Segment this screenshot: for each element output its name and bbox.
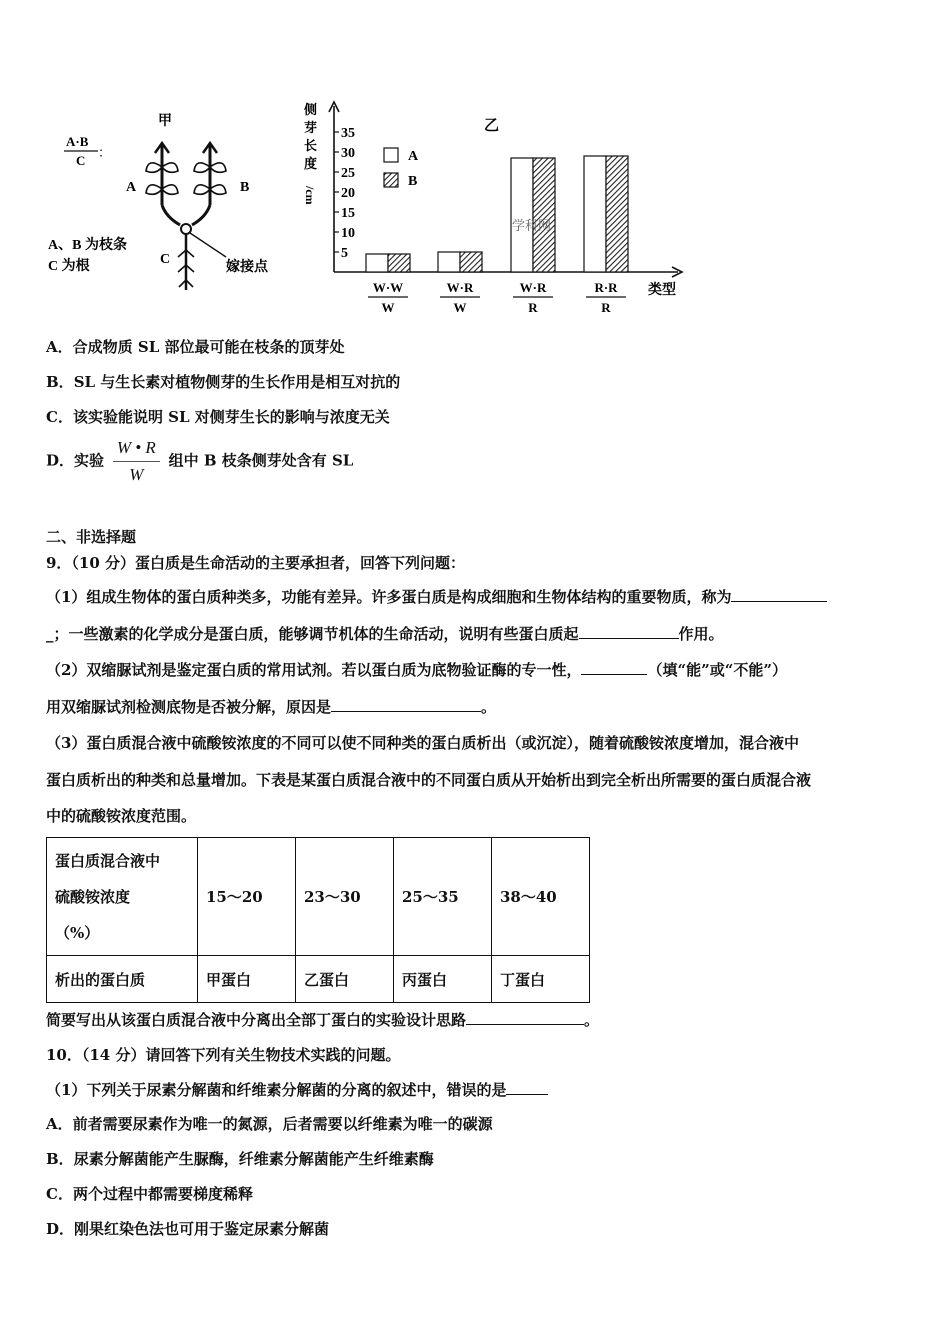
label-c: C (160, 252, 171, 267)
table-cell: 15～20 (198, 838, 296, 956)
option-text: 组中 B 枝条侧芽处含有 SL (168, 451, 354, 470)
ammonium-sulfate-table (46, 837, 590, 1003)
category-label-bottom: W (453, 300, 467, 315)
option-letter: C． (46, 408, 73, 426)
y-axis-label-char: 芽 (304, 120, 318, 135)
legend-label-a: A (408, 149, 419, 164)
fraction-w-r-over-w (113, 438, 160, 485)
y-axis-label-char: 长 (304, 138, 318, 153)
option-text: 实验 (74, 451, 105, 470)
option-text: 合成物质 SL 部位最可能在枝条的顶芽处 (72, 338, 345, 356)
branch-b (192, 143, 217, 225)
option-letter: B． (46, 1150, 74, 1168)
bar-b (606, 156, 628, 272)
header-line: （%） (55, 923, 100, 942)
label-b: B (240, 180, 250, 195)
category-label-bottom: R (601, 300, 611, 315)
watermark: 学科网 (512, 218, 552, 233)
option-text: 尿素分解菌能产生脲酶，纤维素分解菌能产生纤维素酶 (73, 1150, 434, 1168)
label-a: A (126, 180, 137, 195)
q9-part3-line3: 中的硫酸铵浓度范围。 (46, 807, 197, 825)
note-root: C 为根 (48, 259, 90, 274)
q9-text: （1）组成生物体的蛋白质种类多，功能有差异。许多蛋白质是构成细胞和生物体结构的重要物质，称为 (46, 588, 732, 606)
root-c (178, 234, 194, 290)
y-tick-label: 5 (341, 246, 348, 261)
y-axis-label (303, 102, 317, 205)
q8-option-a[interactable] (46, 337, 344, 357)
y-tick-label: 30 (341, 146, 355, 161)
figure-yi (300, 100, 700, 320)
option-letter: C． (46, 1185, 73, 1203)
y-axis-label-char: 度 (304, 156, 318, 171)
q8-option-b[interactable] (46, 372, 400, 392)
q9-text: _；一些激素的化学成分是蛋白质，能够调节机体的生命活动，说明有些蛋白质起 (46, 625, 579, 643)
q8-option-d[interactable] (46, 438, 353, 485)
q10-option-d[interactable] (46, 1219, 329, 1239)
table-cell: 甲蛋白 (198, 956, 296, 1003)
option-letter: A． (46, 338, 73, 356)
category-label-top: R·R (594, 280, 618, 295)
bar-a (511, 158, 533, 272)
q9-text: 。 (584, 1011, 600, 1029)
q9-part3-line1: （3）蛋白质混合液中硫酸铵浓度的不同可以使不同种类的蛋白质析出（或沉淀），随着硫酸铵浓度增加，混合液中 (46, 734, 799, 752)
formula-bottom: C (76, 153, 86, 168)
bar-a (584, 156, 606, 272)
q9-part2-line2 (46, 697, 496, 717)
option-letter: B． (46, 373, 74, 391)
y-tick-label: 35 (341, 126, 355, 141)
q10-option-b[interactable] (46, 1149, 434, 1169)
q8-option-c[interactable] (46, 407, 390, 427)
header-line: 蛋白质混合液中 (55, 851, 161, 870)
q9-text: （填“能”或“不能”） (647, 661, 787, 679)
q9-part1-line2 (46, 624, 724, 644)
bar-b (388, 254, 410, 272)
q9-part3-line2: 蛋白质析出的种类和总量增加。下表是某蛋白质混合液中的不同蛋白质从开始析出到完全析出所需要的蛋白质混合液 (46, 771, 812, 789)
category-label-bottom: R (528, 300, 538, 315)
y-axis-label-char: 侧 (304, 102, 318, 117)
option-text: 前者需要尿素作为唯一的氮源，后者需要以纤维素为唯一的碳源 (72, 1115, 493, 1133)
option-text: 两个过程中都需要梯度稀释 (72, 1185, 253, 1203)
table-row-header: 析出的蛋白质 (47, 956, 198, 1003)
option-letter: D． (46, 1220, 75, 1238)
category-label-bottom: W (381, 300, 395, 315)
chart-legend (384, 148, 419, 189)
legend-label-b: B (408, 174, 418, 189)
table-row (47, 956, 590, 1003)
answer-blank[interactable] (579, 624, 679, 639)
figure-jia (40, 105, 290, 305)
table-row-header (47, 838, 198, 956)
category-label-top: W·R (446, 280, 474, 295)
q9-text: 作用。 (678, 625, 724, 643)
chart-title: 乙 (484, 118, 500, 134)
option-text: SL 与生长素对植物侧芽的生长作用是相互对抗的 (73, 373, 401, 391)
y-tick-label: 20 (341, 186, 355, 201)
q10-text: （1）下列关于尿素分解菌和纤维素分解菌的分离的叙述中，错误的是 (46, 1081, 507, 1099)
x-axis-label: 类型 (648, 283, 676, 298)
option-text: 该实验能说明 SL 对侧芽生长的影响与浓度无关 (72, 408, 390, 426)
fraction-denominator: W (129, 465, 144, 484)
note-branches: A、B 为枝条 (48, 238, 127, 253)
table-row (47, 838, 590, 956)
q10-heading: 10．（14 分）请回答下列有关生物技术实践的问题。 (46, 1046, 401, 1064)
q9-part1-line1 (46, 587, 827, 607)
legend-swatch-a (384, 148, 398, 162)
bar-a (438, 252, 460, 272)
answer-blank[interactable] (506, 1080, 548, 1095)
answer-blank[interactable] (731, 587, 827, 602)
table-cell: 38～40 (492, 838, 590, 956)
q9-part2-line1 (46, 660, 787, 680)
y-tick-label: 15 (341, 206, 355, 221)
bar-b (460, 252, 482, 272)
formula-top: A·B (66, 134, 89, 149)
answer-blank[interactable] (466, 1010, 584, 1025)
bar-b (533, 158, 555, 272)
header-line: 硫酸铵浓度 (55, 887, 131, 906)
fraction-numerator: W • R (113, 438, 160, 462)
option-letter: D． (46, 451, 75, 470)
option-letter: A． (46, 1115, 73, 1133)
q9-text: 用双缩脲试剂检测底物是否被分解，原因是 (46, 698, 332, 716)
table-cell: 23～30 (296, 838, 394, 956)
q9-text: 。 (481, 698, 497, 716)
table-cell: 乙蛋白 (296, 956, 394, 1003)
q10-option-a[interactable] (46, 1114, 493, 1134)
bar-chart (300, 100, 700, 320)
graft-diagram (40, 105, 290, 305)
answer-blank[interactable] (581, 660, 647, 675)
category-label-top: W·W (372, 280, 404, 295)
table-cell: 丙蛋白 (394, 956, 492, 1003)
branch-a (155, 143, 180, 225)
bar-a (366, 254, 388, 272)
answer-blank[interactable] (331, 697, 481, 712)
q9-part4 (46, 1010, 599, 1030)
q9-heading: 9．（10 分）蛋白质是生命活动的主要承担者，回答下列问题： (46, 554, 466, 572)
table-cell: 丁蛋白 (492, 956, 590, 1003)
option-text: 刚果红染色法也可用于鉴定尿素分解菌 (74, 1220, 330, 1238)
q9-text: （2）双缩脲试剂是鉴定蛋白质的常用试剂。若以蛋白质为底物验证酶的专一性， (46, 661, 582, 679)
graft-point (181, 224, 191, 234)
y-tick-label: 10 (341, 226, 355, 241)
legend-swatch-b (384, 173, 398, 187)
y-tick-label: 25 (341, 166, 355, 181)
graft-pointer (190, 233, 226, 257)
graft-label: 嫁接点 (226, 260, 268, 275)
section-heading: 二、非选择题 (46, 528, 137, 546)
table-cell: 25～35 (394, 838, 492, 956)
formula-colon: ： (98, 145, 112, 160)
y-axis-label-unit: /cm (303, 186, 317, 205)
category-label-top: W·R (519, 280, 547, 295)
q10-part1 (46, 1080, 548, 1100)
q10-option-c[interactable] (46, 1184, 253, 1204)
fig-jia-title: 甲 (158, 114, 172, 129)
q9-text: 简要写出从该蛋白质混合液中分离出全部丁蛋白的实验设计思路 (46, 1011, 467, 1029)
